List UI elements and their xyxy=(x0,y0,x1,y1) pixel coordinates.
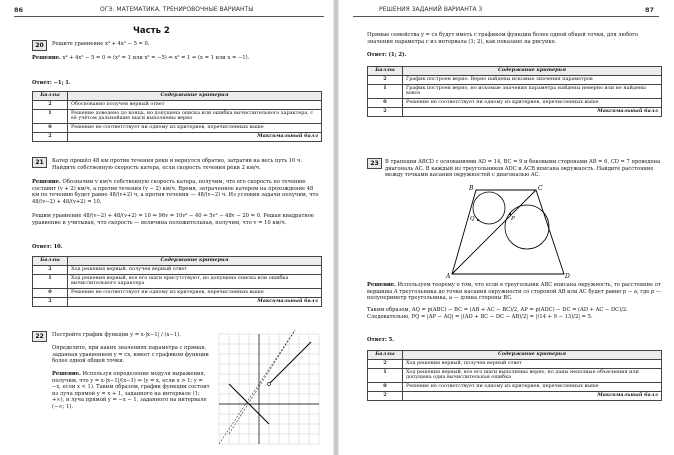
task-23-criteria-table: Баллы Содержание критерия 2 Ход решения верный, получен верный ответ 1 Ход решения верный, все его шаги выполнены верно, но даны неполные объяснения или допущена одна вычислительная ошибка 0 Решение не соответствует ни одному из критериев, перечисленных выше 2 Максимальный балл xyxy=(367,350,662,401)
table-row: 0 Решение не соответствует ни одному из критериев, перечисленных выше xyxy=(368,383,662,392)
table-row: 2 График построен верно. Верно найдены искомые значения параметров xyxy=(368,75,662,84)
table-row: 2 Ход решения верный, получен верный ответ xyxy=(368,359,662,368)
task-23-answer: Ответ: 5. xyxy=(367,337,394,343)
label-a: A xyxy=(446,273,451,279)
table-row: 1 Решение доведено до конца, но допущена описка или ошибка вычислительного характера, с её учётом дальнейшие шаги выполнены верно xyxy=(33,109,322,124)
diagonal-ac xyxy=(452,190,536,274)
table-row-max: 2 Максимальный балл xyxy=(33,297,322,306)
task-21-solution-2: Решим уравнение 48/(v−2) + 48/(v+2) = 10 ⇔ 96v = 10v² − 40 ⇔ 5v² − 48v − 20 = 0. Решая квадратное уравнение и учитывая, что скорость — величина положительная, получим, что v = 10 км/ч. xyxy=(32,213,314,226)
task-number-21: 21 xyxy=(32,157,47,168)
right-running-head: РЕШЕНИЯ ЗАДАНИЙ ВАРИАНТА 3 xyxy=(379,6,483,13)
task-22-text-2: Определите, при каких значениях параметра c прямая, заданная уравнением y = cx, имеет с графиком функции более одной общей точки. xyxy=(52,345,209,365)
point-q xyxy=(477,219,479,221)
label-d: D xyxy=(565,273,570,279)
task-22-text-1: Постройте график функции y = x·|x−1| / (x−1). xyxy=(52,332,181,338)
task-20-answer: Ответ: −1; 1. xyxy=(32,80,71,86)
task-22-continuation: Прямые семейства y = cx будут иметь с графиком функции более одной общей точки, для любого значения параметра c из интервала (1; 2), как показано на рисунке. xyxy=(367,32,639,45)
task-20-text: Решите уравнение x⁴ + 4x² − 5 = 0. xyxy=(52,41,150,47)
task-21-solution-1: Решение. Обозначим v км/ч собственную скорость катера, получим, что его скорость по течению составит (v + 2) км/ч, а против течения (v − 2) км/ч. Время, затраченное катером на прохождение 48 км по течению будет равно 48/(v+2) ч, а против течения — 48/(v−2) ч. Из условия задачи получим, что 48/(v−2) + 48/(v+2) = 10. xyxy=(32,179,319,205)
table-row: 0 Решение не соответствует ни одному из критериев, перечисленных выше xyxy=(33,289,322,298)
table-row: 2 Обоснованно получен верный ответ xyxy=(33,100,322,109)
part-title: Часть 2 xyxy=(133,26,170,36)
task-23-text: В трапеции ABCD с основаниями AD = 14, BC = 9 и боковыми сторонами AB = 6, CD = 7 проведена диагональ AC. В каждый из треугольников ADC и ACB вписана окружность. Найдите расстояние между точками касания окружностей с диагональю AC. xyxy=(385,159,661,179)
task-21-text: Катер прошёл 48 км против течения реки и вернулся обратно, затратив на весь путь 10 ч. Найдите собственную скорость катера, если скорость течения реки 2 км/ч. xyxy=(52,158,303,171)
task-21-criteria-table: Баллы Содержание критерия 2 Ход решения верный, получен верный ответ 1 Ход решения верный, все его шаги присутствуют, но допущена описка или ошибка вычислительного характера 0 Решение не соответствует ни одному из критериев, перечисленных выше 2 Максимальный балл xyxy=(32,256,322,307)
table-row: 1 График построен верно, но искомые значения параметра найдены неверно или не найдены вовсе xyxy=(368,84,662,99)
trapezoid-figure xyxy=(444,184,574,279)
task-20-solution: Решение. x⁴ + 4x² − 5 = 0 ⇔ (x² = 1 или x² = −5) ⇔ x² = 1 ⇔ (x = 1 или x = −1). xyxy=(32,55,250,61)
table-row-max: 2 Максимальный балл xyxy=(33,132,322,141)
task-number-22: 22 xyxy=(32,331,47,342)
table-row: 0 Решение не соответствует ни одному из критериев, перечисленных выше xyxy=(368,99,662,108)
right-page xyxy=(339,0,674,455)
point-p xyxy=(509,213,511,215)
col-criterion: Содержание критерия xyxy=(68,92,322,101)
label-c: C xyxy=(538,185,543,192)
task-number-23: 23 xyxy=(367,158,382,169)
task-20-criteria-table xyxy=(32,91,322,142)
graph-branch-right xyxy=(269,342,311,384)
task-number-20: 20 xyxy=(32,40,47,51)
task-22-solution: Решение. Используя определение модуля выражения, получим, что y = x·|x−1|/(x−1) ⇔ (y = x, если x > 1; y = −x, если x < 1). Таким образом, график функции состоит из луча прямой y = x + 1, заданного на интервале (1; +∞), и луча прямой y = −x − 1, заданного на интервале (−∞; 1). xyxy=(52,371,210,410)
task-22-criteria-table: Баллы Содержание критерия 2 График построен верно. Верно найдены искомые значения параметров 1 График построен верно, но искомые значения параметра найдены неверно или не найдены вовсе 0 Решение не соответствует ни одному из критериев, перечисленных выше 2 Максимальный балл xyxy=(367,66,662,117)
left-running-head: ОГЭ. МАТЕМАТИКА. ТРЕНИРОВОЧНЫЕ ВАРИАНТЫ xyxy=(100,6,254,13)
table-row: 1 Ход решения верный, все его шаги выполнены верно, но даны неполные объяснения или допущена одна вычислительная ошибка xyxy=(368,368,662,383)
label-p: P xyxy=(511,216,515,222)
header-rule xyxy=(14,16,324,17)
table-row: 0 Решение не соответствует ни одному из критериев, перечисленных выше xyxy=(33,124,322,133)
header-rule xyxy=(353,16,659,17)
left-page xyxy=(0,0,333,455)
task-23-solution-1: Решение. Используем теорему о том, что если в треугольник ABC вписана окружность, то расстояние от вершины A треугольника до точки касания окружности со стороной AB или AC будет равно p − a, где p — полупериметр треугольника, a — длина стороны BC. xyxy=(367,282,662,302)
label-b: B xyxy=(469,185,474,192)
label-q: Q xyxy=(470,216,475,222)
trapezoid-abcd xyxy=(452,190,564,274)
col-score: Баллы xyxy=(33,92,68,101)
left-page-number: 86 xyxy=(14,6,24,14)
task-23-solution-2: Таким образом, AQ = p(ABC) − BC = (AB + AC − BC)/2, AP = p(ADC) − DC = (AD + AC − DC)/2. Следовательно, PQ = |AP − AQ| = |(AD + BC − DC − AB)/2| = |(14 + 9 − 13)/2| = 5. xyxy=(367,307,628,320)
task-21-answer: Ответ: 10. xyxy=(32,244,63,250)
table-row-max: 2 Максимальный балл xyxy=(368,391,662,400)
table-row: 2 Ход решения верный, получен верный ответ xyxy=(33,265,322,274)
table-row: 1 Ход решения верный, все его шаги присутствуют, но допущена описка или ошибка вычислительного характера xyxy=(33,274,322,289)
function-graph xyxy=(215,330,323,448)
table-row-max: 2 Максимальный балл xyxy=(368,107,662,116)
punctured-point xyxy=(268,383,271,386)
task-22-answer: Ответ: (1; 2). xyxy=(367,52,407,58)
right-page-number: 87 xyxy=(645,6,655,14)
incircle-adc xyxy=(505,205,549,249)
